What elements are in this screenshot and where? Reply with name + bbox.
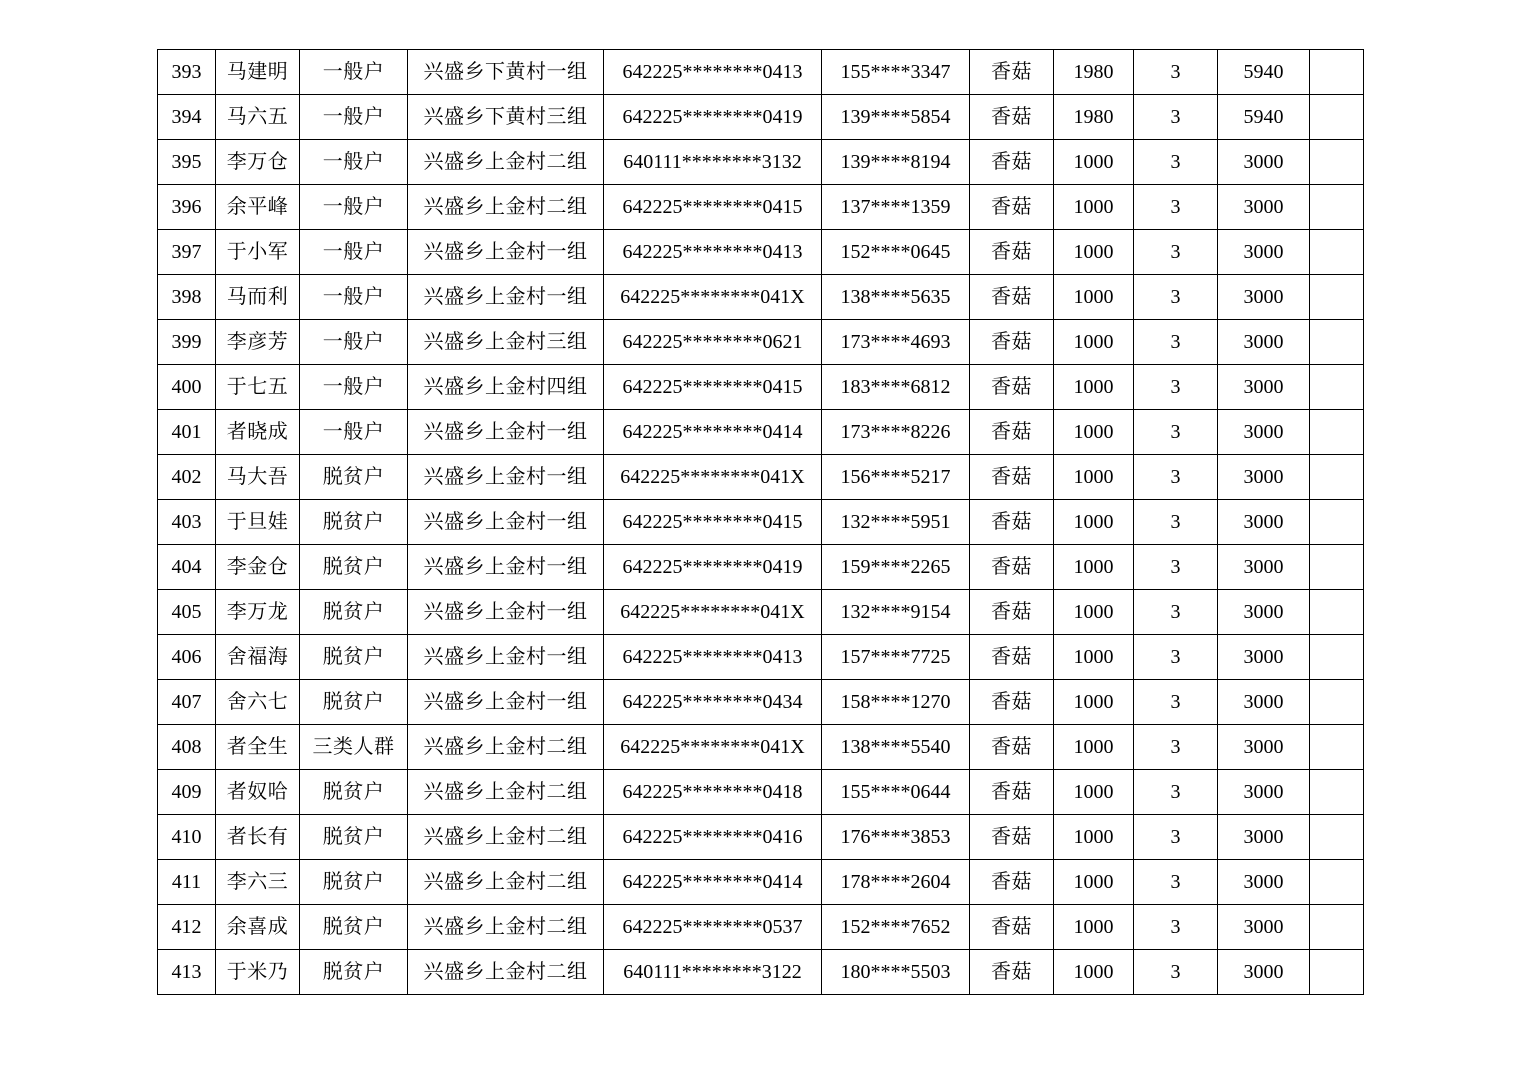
table-row (158, 905, 1364, 950)
cell-name: 于米乃 (216, 950, 300, 995)
cell-signature (1310, 635, 1364, 680)
cell-id-number: 642225********0621 (604, 320, 822, 365)
table-row (158, 860, 1364, 905)
cell-unit-price: 3 (1134, 680, 1218, 725)
cell-name: 李万龙 (216, 590, 300, 635)
cell-item: 香菇 (970, 95, 1054, 140)
cell-id-number: 642225********0413 (604, 635, 822, 680)
cell-unit-price: 3 (1134, 230, 1218, 275)
cell-quantity: 1000 (1054, 680, 1134, 725)
cell-household-type: 脱贫户 (300, 635, 408, 680)
cell-id-number: 642225********0416 (604, 815, 822, 860)
cell-unit-price: 3 (1134, 185, 1218, 230)
cell-address: 兴盛乡下黄村一组 (408, 50, 604, 95)
cell-address: 兴盛乡上金村一组 (408, 410, 604, 455)
cell-address: 兴盛乡上金村一组 (408, 230, 604, 275)
cell-amount: 3000 (1218, 860, 1310, 905)
cell-id-number: 642225********0415 (604, 500, 822, 545)
cell-signature (1310, 590, 1364, 635)
table-row (158, 500, 1364, 545)
cell-unit-price: 3 (1134, 95, 1218, 140)
cell-id-number: 642225********0419 (604, 545, 822, 590)
subsidy-table-container (157, 49, 1363, 995)
cell-name: 于小军 (216, 230, 300, 275)
cell-item: 香菇 (970, 635, 1054, 680)
cell-item: 香菇 (970, 725, 1054, 770)
table-row (158, 50, 1364, 95)
cell-household-type: 一般户 (300, 320, 408, 365)
cell-item: 香菇 (970, 185, 1054, 230)
cell-household-type: 脱贫户 (300, 905, 408, 950)
cell-id-number: 640111********3122 (604, 950, 822, 995)
table-row (158, 410, 1364, 455)
cell-address: 兴盛乡上金村二组 (408, 725, 604, 770)
cell-amount: 3000 (1218, 185, 1310, 230)
cell-unit-price: 3 (1134, 455, 1218, 500)
cell-index: 406 (158, 635, 216, 680)
cell-signature (1310, 365, 1364, 410)
cell-household-type: 一般户 (300, 140, 408, 185)
cell-signature (1310, 275, 1364, 320)
cell-household-type: 脱贫户 (300, 815, 408, 860)
cell-id-number: 642225********0419 (604, 95, 822, 140)
table-row (158, 230, 1364, 275)
cell-signature (1310, 230, 1364, 275)
cell-id-number: 642225********041X (604, 590, 822, 635)
table-row (158, 680, 1364, 725)
cell-index: 402 (158, 455, 216, 500)
cell-item: 香菇 (970, 950, 1054, 995)
cell-amount: 3000 (1218, 365, 1310, 410)
cell-phone: 173****4693 (822, 320, 970, 365)
cell-index: 407 (158, 680, 216, 725)
cell-index: 413 (158, 950, 216, 995)
cell-unit-price: 3 (1134, 905, 1218, 950)
cell-quantity: 1000 (1054, 770, 1134, 815)
cell-name: 马六五 (216, 95, 300, 140)
cell-amount: 3000 (1218, 140, 1310, 185)
cell-index: 409 (158, 770, 216, 815)
cell-name: 余喜成 (216, 905, 300, 950)
cell-quantity: 1980 (1054, 95, 1134, 140)
cell-address: 兴盛乡上金村二组 (408, 815, 604, 860)
cell-quantity: 1000 (1054, 500, 1134, 545)
cell-phone: 137****1359 (822, 185, 970, 230)
cell-phone: 173****8226 (822, 410, 970, 455)
cell-index: 401 (158, 410, 216, 455)
cell-index: 399 (158, 320, 216, 365)
cell-household-type: 脱贫户 (300, 950, 408, 995)
table-row (158, 545, 1364, 590)
table-row (158, 95, 1364, 140)
cell-signature (1310, 725, 1364, 770)
cell-phone: 157****7725 (822, 635, 970, 680)
cell-amount: 3000 (1218, 725, 1310, 770)
cell-phone: 132****9154 (822, 590, 970, 635)
cell-signature (1310, 185, 1364, 230)
cell-quantity: 1000 (1054, 230, 1134, 275)
cell-household-type: 脱贫户 (300, 680, 408, 725)
table-row (158, 950, 1364, 995)
cell-name: 李六三 (216, 860, 300, 905)
cell-amount: 3000 (1218, 815, 1310, 860)
cell-phone: 155****3347 (822, 50, 970, 95)
cell-address: 兴盛乡上金村一组 (408, 275, 604, 320)
cell-unit-price: 3 (1134, 815, 1218, 860)
cell-unit-price: 3 (1134, 860, 1218, 905)
cell-household-type: 一般户 (300, 275, 408, 320)
cell-quantity: 1000 (1054, 545, 1134, 590)
cell-amount: 3000 (1218, 770, 1310, 815)
cell-household-type: 脱贫户 (300, 500, 408, 545)
cell-phone: 180****5503 (822, 950, 970, 995)
cell-item: 香菇 (970, 275, 1054, 320)
cell-id-number: 642225********0414 (604, 410, 822, 455)
cell-quantity: 1000 (1054, 950, 1134, 995)
cell-signature (1310, 860, 1364, 905)
cell-phone: 156****5217 (822, 455, 970, 500)
cell-amount: 3000 (1218, 320, 1310, 365)
cell-item: 香菇 (970, 545, 1054, 590)
cell-quantity: 1000 (1054, 905, 1134, 950)
cell-household-type: 三类人群 (300, 725, 408, 770)
cell-address: 兴盛乡上金村一组 (408, 680, 604, 725)
cell-amount: 3000 (1218, 275, 1310, 320)
cell-household-type: 脱贫户 (300, 455, 408, 500)
cell-index: 410 (158, 815, 216, 860)
cell-phone: 152****0645 (822, 230, 970, 275)
cell-signature (1310, 500, 1364, 545)
cell-unit-price: 3 (1134, 275, 1218, 320)
cell-amount: 3000 (1218, 680, 1310, 725)
cell-quantity: 1000 (1054, 365, 1134, 410)
cell-phone: 183****6812 (822, 365, 970, 410)
cell-quantity: 1000 (1054, 725, 1134, 770)
cell-item: 香菇 (970, 770, 1054, 815)
cell-amount: 3000 (1218, 455, 1310, 500)
cell-unit-price: 3 (1134, 725, 1218, 770)
cell-household-type: 脱贫户 (300, 590, 408, 635)
cell-phone: 139****8194 (822, 140, 970, 185)
cell-index: 412 (158, 905, 216, 950)
cell-amount: 3000 (1218, 635, 1310, 680)
cell-name: 李彦芳 (216, 320, 300, 365)
cell-address: 兴盛乡上金村三组 (408, 320, 604, 365)
cell-signature (1310, 770, 1364, 815)
cell-quantity: 1000 (1054, 140, 1134, 185)
cell-household-type: 一般户 (300, 50, 408, 95)
cell-phone: 132****5951 (822, 500, 970, 545)
cell-index: 398 (158, 275, 216, 320)
cell-item: 香菇 (970, 590, 1054, 635)
table-row (158, 590, 1364, 635)
cell-id-number: 642225********041X (604, 725, 822, 770)
cell-address: 兴盛乡上金村一组 (408, 635, 604, 680)
cell-item: 香菇 (970, 500, 1054, 545)
cell-name: 于旦娃 (216, 500, 300, 545)
cell-quantity: 1000 (1054, 455, 1134, 500)
cell-index: 400 (158, 365, 216, 410)
table-row (158, 185, 1364, 230)
cell-item: 香菇 (970, 140, 1054, 185)
cell-unit-price: 3 (1134, 365, 1218, 410)
cell-name: 李金仓 (216, 545, 300, 590)
cell-signature (1310, 545, 1364, 590)
cell-phone: 139****5854 (822, 95, 970, 140)
cell-index: 411 (158, 860, 216, 905)
cell-address: 兴盛乡下黄村三组 (408, 95, 604, 140)
cell-name: 者晓成 (216, 410, 300, 455)
cell-name: 马而利 (216, 275, 300, 320)
table-row (158, 365, 1364, 410)
cell-item: 香菇 (970, 815, 1054, 860)
cell-unit-price: 3 (1134, 950, 1218, 995)
cell-index: 408 (158, 725, 216, 770)
cell-index: 405 (158, 590, 216, 635)
cell-phone: 138****5540 (822, 725, 970, 770)
cell-name: 舍六七 (216, 680, 300, 725)
table-row (158, 815, 1364, 860)
cell-household-type: 一般户 (300, 365, 408, 410)
cell-index: 393 (158, 50, 216, 95)
cell-quantity: 1000 (1054, 185, 1134, 230)
cell-address: 兴盛乡上金村一组 (408, 545, 604, 590)
cell-index: 394 (158, 95, 216, 140)
cell-unit-price: 3 (1134, 140, 1218, 185)
cell-item: 香菇 (970, 410, 1054, 455)
cell-index: 404 (158, 545, 216, 590)
cell-quantity: 1000 (1054, 275, 1134, 320)
cell-household-type: 脱贫户 (300, 860, 408, 905)
cell-id-number: 642225********0537 (604, 905, 822, 950)
cell-address: 兴盛乡上金村二组 (408, 860, 604, 905)
cell-item: 香菇 (970, 230, 1054, 275)
cell-phone: 152****7652 (822, 905, 970, 950)
cell-household-type: 一般户 (300, 185, 408, 230)
cell-item: 香菇 (970, 860, 1054, 905)
cell-unit-price: 3 (1134, 635, 1218, 680)
cell-address: 兴盛乡上金村二组 (408, 950, 604, 995)
cell-address: 兴盛乡上金村一组 (408, 500, 604, 545)
cell-phone: 138****5635 (822, 275, 970, 320)
cell-amount: 3000 (1218, 950, 1310, 995)
cell-index: 395 (158, 140, 216, 185)
cell-name: 者长有 (216, 815, 300, 860)
cell-item: 香菇 (970, 455, 1054, 500)
cell-unit-price: 3 (1134, 590, 1218, 635)
table-row (158, 320, 1364, 365)
cell-household-type: 脱贫户 (300, 545, 408, 590)
cell-name: 者全生 (216, 725, 300, 770)
cell-id-number: 642225********0414 (604, 860, 822, 905)
cell-id-number: 642225********0415 (604, 365, 822, 410)
subsidy-table (157, 49, 1364, 995)
cell-signature (1310, 455, 1364, 500)
cell-signature (1310, 95, 1364, 140)
cell-signature (1310, 50, 1364, 95)
cell-name: 马大吾 (216, 455, 300, 500)
cell-signature (1310, 950, 1364, 995)
cell-amount: 3000 (1218, 230, 1310, 275)
cell-household-type: 一般户 (300, 95, 408, 140)
cell-unit-price: 3 (1134, 50, 1218, 95)
cell-address: 兴盛乡上金村二组 (408, 905, 604, 950)
cell-index: 403 (158, 500, 216, 545)
cell-unit-price: 3 (1134, 410, 1218, 455)
cell-amount: 5940 (1218, 50, 1310, 95)
table-row (158, 725, 1364, 770)
cell-id-number: 642225********0434 (604, 680, 822, 725)
cell-quantity: 1000 (1054, 815, 1134, 860)
cell-household-type: 一般户 (300, 230, 408, 275)
cell-name: 于七五 (216, 365, 300, 410)
cell-household-type: 一般户 (300, 410, 408, 455)
cell-address: 兴盛乡上金村二组 (408, 770, 604, 815)
cell-id-number: 642225********041X (604, 275, 822, 320)
cell-quantity: 1000 (1054, 635, 1134, 680)
cell-unit-price: 3 (1134, 500, 1218, 545)
cell-phone: 158****1270 (822, 680, 970, 725)
cell-name: 舍福海 (216, 635, 300, 680)
cell-item: 香菇 (970, 50, 1054, 95)
cell-address: 兴盛乡上金村二组 (408, 140, 604, 185)
table-row (158, 455, 1364, 500)
cell-amount: 5940 (1218, 95, 1310, 140)
cell-phone: 178****2604 (822, 860, 970, 905)
cell-unit-price: 3 (1134, 545, 1218, 590)
cell-address: 兴盛乡上金村一组 (408, 455, 604, 500)
cell-unit-price: 3 (1134, 320, 1218, 365)
cell-quantity: 1000 (1054, 410, 1134, 455)
cell-phone: 159****2265 (822, 545, 970, 590)
cell-quantity: 1000 (1054, 320, 1134, 365)
cell-signature (1310, 320, 1364, 365)
cell-quantity: 1000 (1054, 860, 1134, 905)
cell-amount: 3000 (1218, 545, 1310, 590)
cell-amount: 3000 (1218, 590, 1310, 635)
cell-id-number: 642225********0413 (604, 230, 822, 275)
cell-item: 香菇 (970, 905, 1054, 950)
cell-phone: 155****0644 (822, 770, 970, 815)
cell-address: 兴盛乡上金村四组 (408, 365, 604, 410)
cell-index: 396 (158, 185, 216, 230)
cell-id-number: 642225********0418 (604, 770, 822, 815)
cell-quantity: 1000 (1054, 590, 1134, 635)
cell-item: 香菇 (970, 320, 1054, 365)
cell-unit-price: 3 (1134, 770, 1218, 815)
cell-amount: 3000 (1218, 905, 1310, 950)
cell-signature (1310, 140, 1364, 185)
table-body (158, 50, 1364, 995)
table-row (158, 635, 1364, 680)
cell-name: 者奴哈 (216, 770, 300, 815)
cell-amount: 3000 (1218, 410, 1310, 455)
cell-id-number: 642225********0413 (604, 50, 822, 95)
table-row (158, 770, 1364, 815)
cell-signature (1310, 410, 1364, 455)
table-row (158, 140, 1364, 185)
cell-id-number: 642225********0415 (604, 185, 822, 230)
cell-name: 李万仓 (216, 140, 300, 185)
cell-name: 马建明 (216, 50, 300, 95)
cell-signature (1310, 680, 1364, 725)
cell-amount: 3000 (1218, 500, 1310, 545)
cell-id-number: 640111********3132 (604, 140, 822, 185)
cell-id-number: 642225********041X (604, 455, 822, 500)
cell-phone: 176****3853 (822, 815, 970, 860)
table-row (158, 275, 1364, 320)
cell-item: 香菇 (970, 365, 1054, 410)
cell-index: 397 (158, 230, 216, 275)
cell-item: 香菇 (970, 680, 1054, 725)
cell-address: 兴盛乡上金村二组 (408, 185, 604, 230)
cell-name: 余平峰 (216, 185, 300, 230)
cell-household-type: 脱贫户 (300, 770, 408, 815)
cell-address: 兴盛乡上金村一组 (408, 590, 604, 635)
cell-signature (1310, 905, 1364, 950)
cell-quantity: 1980 (1054, 50, 1134, 95)
cell-signature (1310, 815, 1364, 860)
